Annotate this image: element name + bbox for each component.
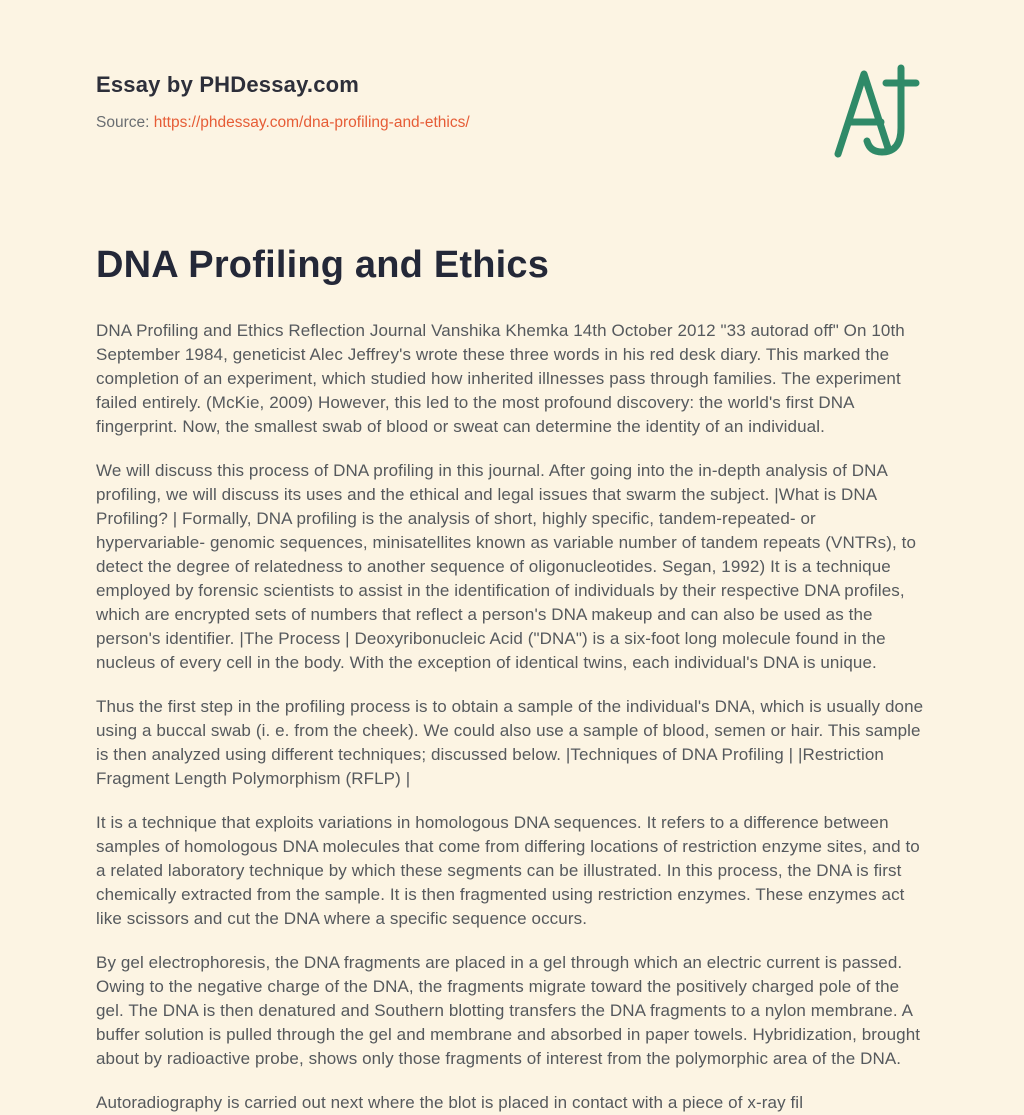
header-text-block [96, 72, 470, 132]
phdessay-logo [830, 62, 922, 162]
phdessay-logo-icon [830, 62, 922, 162]
source-url-link[interactable]: https://phdessay.com/dna-profiling-and-ethics/ [153, 114, 470, 131]
essay-paragraph: Autoradiography is carried out next where the blot is placed in contact with a piece of x-ray fil [96, 1093, 804, 1112]
page-title: DNA Profiling and Ethics [96, 244, 550, 286]
essay-paragraph: DNA Profiling and Ethics Reflection Journal Vanshika Khemka 14th October 2012 "33 autorad off" On 10th September 1984, geneticist Alec Jeffrey's wrote these three words in his red desk diary. This marked the completion of an experiment, which studied how inherited illnesses pass through families. The experiment failed entirely. (McKie, 2009) However, this led to the most profound discovery: the world's first DNA fingerprint. Now, the smallest swab of blood or sweat can determine the identity of an individual. [96, 321, 905, 436]
essay-byline: Essay by PHDessay.com [96, 72, 360, 97]
essay-body [96, 319, 928, 1115]
essay-paragraph: By gel electrophoresis, the DNA fragments are placed in a gel through which an electric current is passed. Owing to the negative charge of the DNA, the fragments migrate toward the positively charged pole of the gel. The DNA is then denatured and Southern blotting transfers the DNA fragments to a nylon membrane. A buffer solution is pulled through the gel and membrane and absorbed in paper towels. Hybridization, brought about by radioactive probe, shows only those fragments of interest from the polymorphic area of the DNA. [96, 953, 921, 1068]
essay-paragraph: Thus the first step in the profiling process is to obtain a sample of the individual's DNA, which is usually done using a buccal swab (i. e. from the cheek). We could also use a sample of blood, semen or hair. This sample is then analyzed using different techniques; discussed below. |Techniques of DNA Profiling | |Restriction Fragment Length Polymorphism (RFLP) | [96, 697, 924, 788]
essay-paragraph: It is a technique that exploits variations in homologous DNA sequences. It refers to a difference between samples of homologous DNA molecules that come from differing locations of restriction enzyme sites, and to a related laboratory technique by which these segments can be illustrated. In this process, the DNA is first chemically extracted from the sample. It is then fragmented using restriction enzymes. These enzymes act like scissors and cut the DNA where a specific sequence occurs. [96, 813, 920, 928]
essay-paragraph: We will discuss this process of DNA profiling in this journal. After going into the in-depth analysis of DNA profiling, we will discuss its uses and the ethical and legal issues that swarm the subject. |What is DNA Profiling? | Formally, DNA profiling is the analysis of short, highly specific, tandem-repeated- or hypervariable- genomic sequences, minisatellites known as variable number of tandem repeats (VNTRs), to detect the degree of relatedness to another sequence of oligonucleotides. Segan, 1992) It is a technique employed by forensic scientists to assist in the identification of individuals by their respective DNA profiles, which are encrypted sets of numbers that reflect a person's DNA makeup and can also be used as the person's identifier. |The Process | Deoxyribonucleic Acid ("DNA") is a six-foot long molecule found in the nucleus of every cell in the body. With the exception of identical twins, each individual's DNA is unique. [96, 461, 917, 672]
source-label: Source: [96, 114, 150, 131]
source-line [96, 114, 470, 132]
page-header [96, 72, 928, 162]
